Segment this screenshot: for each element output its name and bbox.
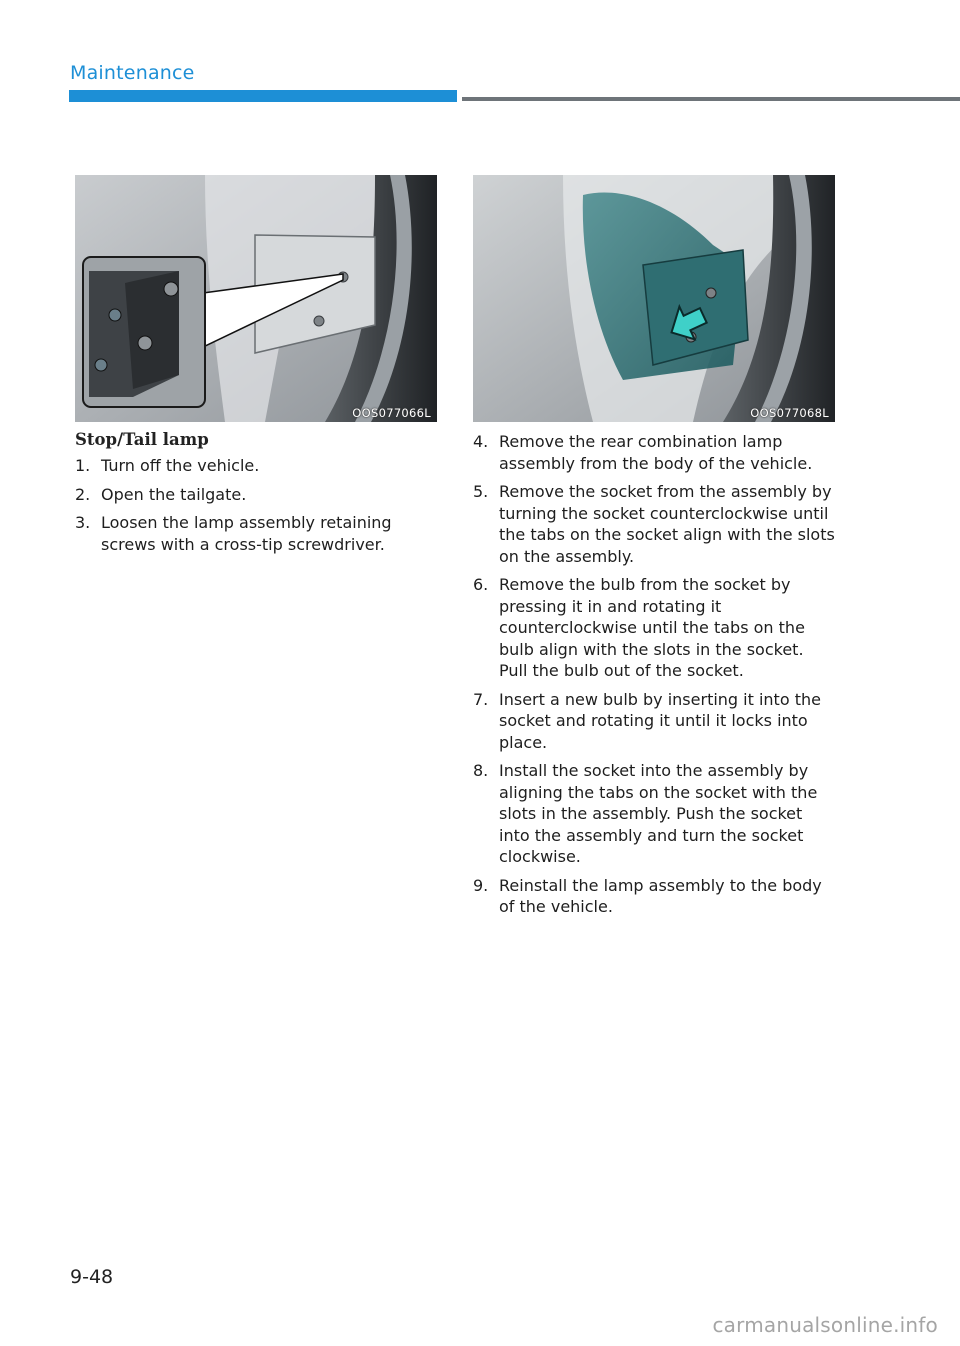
steps-list <box>473 431 837 918</box>
figure-lamp-screws <box>75 175 437 422</box>
step-number: 7. <box>473 689 489 709</box>
step-text: Install the socket into the assembly by aligning the tabs on the socket with the slots in the assembly. Push the socket into the assembly and turn the socket clockwise. <box>499 761 818 866</box>
step-text: Remove the rear combination lamp assembly from the body of the vehicle. <box>499 432 813 473</box>
figure-lamp-removal <box>473 175 835 422</box>
step-text: Remove the socket from the assembly by turning the socket counterclockwise until the tabs on the socket align with the slots on the assembly. <box>499 482 835 566</box>
list-item <box>473 875 837 918</box>
step-text: Turn off the vehicle. <box>101 456 260 475</box>
figure-code: OOS077066L <box>352 406 431 420</box>
lamp-screws-illustration <box>75 175 437 422</box>
step-number: 5. <box>473 482 489 501</box>
lamp-removal-illustration <box>473 175 835 422</box>
list-item <box>473 760 837 868</box>
page-number: 9-48 <box>70 1266 114 1288</box>
steps-list <box>75 455 437 555</box>
step-text: Reinstall the lamp assembly to the body of the vehicle. <box>499 875 822 916</box>
step-text: Remove the bulb from the socket by pressing it in and rotating it counterclockwise until the tabs on the bulb align with the slots in the socket. Pull the bulb out of the socket. <box>499 575 805 680</box>
step-number: 1. <box>75 456 91 475</box>
list-item <box>75 512 437 555</box>
list-item <box>473 481 837 567</box>
section-heading: Stop/Tail lamp <box>75 430 209 449</box>
right-column <box>473 431 837 925</box>
step-number: 6. <box>473 575 489 594</box>
step-number: 4. <box>473 432 489 451</box>
list-item <box>473 689 837 754</box>
list-item <box>473 574 837 682</box>
step-number: 2. <box>75 484 91 504</box>
step-text: Open the tailgate. <box>101 484 247 504</box>
figure-code: OOS077068L <box>750 406 829 420</box>
step-text: Loosen the lamp assembly retaining screws with a cross-tip screwdriver. <box>101 513 392 554</box>
header-rule <box>462 97 960 101</box>
step-text: Insert a new bulb by inserting it into the socket and rotating it until it locks into place. <box>499 689 821 752</box>
list-item <box>473 431 837 474</box>
section-title: Maintenance <box>70 62 195 84</box>
left-column <box>75 430 437 562</box>
list-item <box>75 484 437 506</box>
step-number: 3. <box>75 513 91 532</box>
step-number: 9. <box>473 875 489 895</box>
list-item <box>75 455 437 477</box>
step-number: 8. <box>473 761 489 780</box>
header-rule-accent <box>69 90 457 102</box>
watermark: carmanualsonline.info <box>712 1313 938 1337</box>
